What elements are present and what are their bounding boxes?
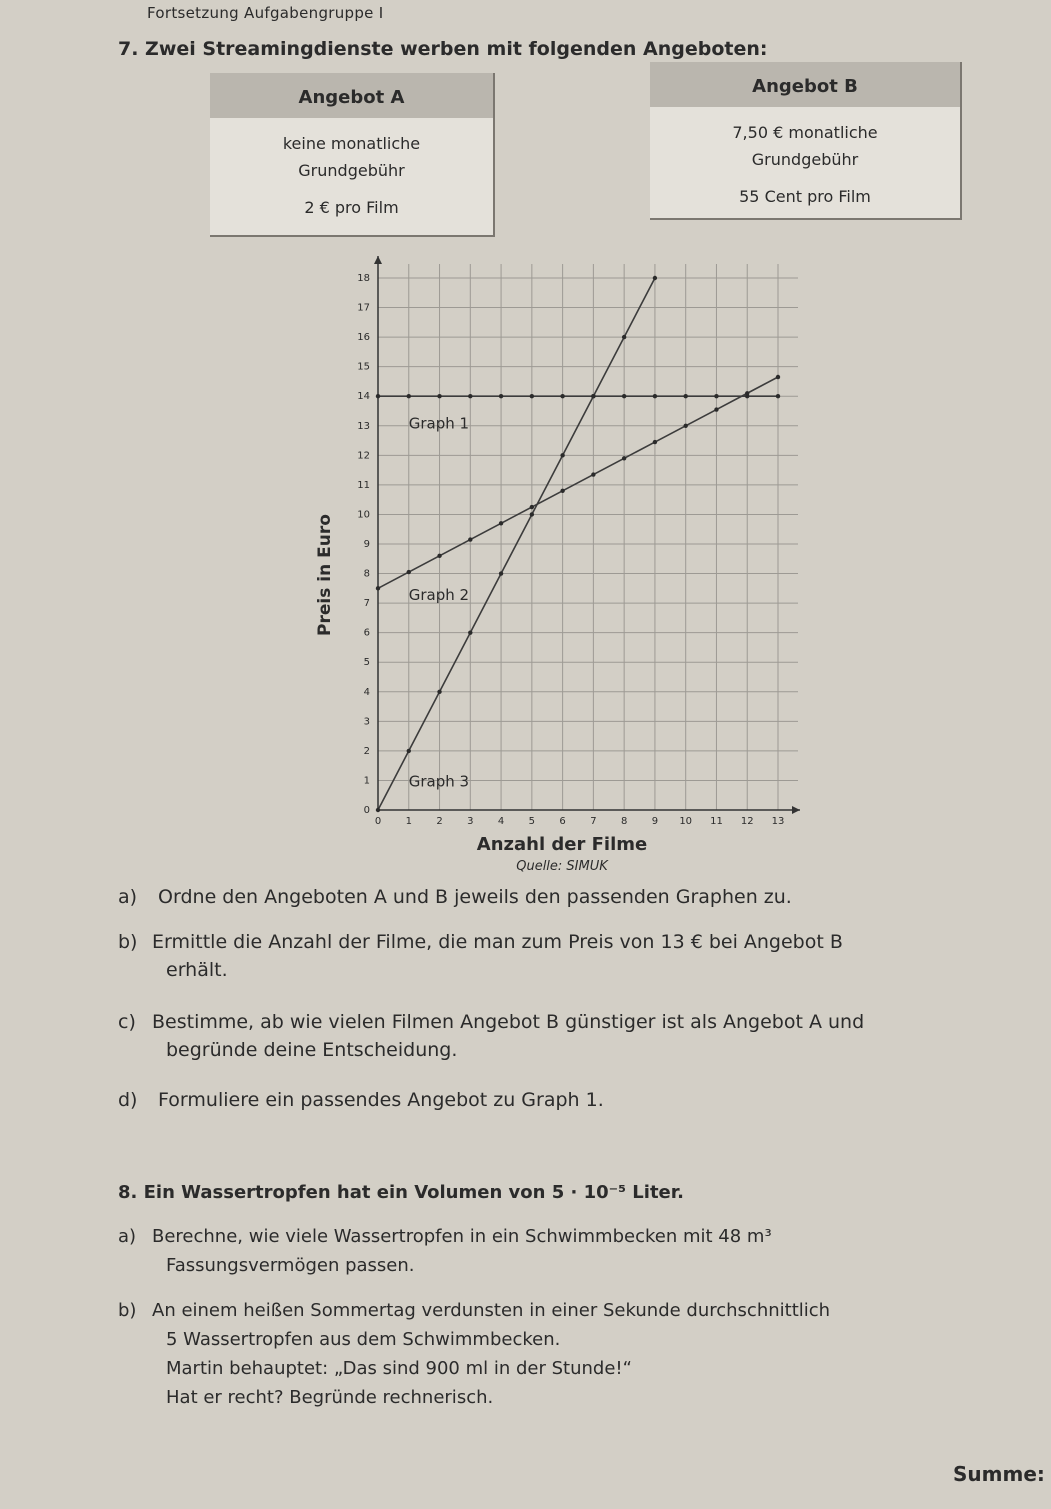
x-tick-label-5: 5 [528, 816, 536, 827]
data-point-series3-0 [376, 808, 380, 812]
data-point-series2-2 [437, 554, 441, 558]
data-point-series2-12 [745, 391, 749, 395]
data-point-series2-7 [591, 472, 595, 476]
data-point-series2-5 [530, 505, 534, 509]
x-tick-label-2: 2 [436, 816, 443, 827]
task-b-text2: erhält. [166, 959, 228, 981]
task-b-text1: Ermittle die Anzahl der Filme, die man zum Preis von 13 € bei Angebot B [152, 931, 843, 953]
data-point-series2-3 [468, 537, 472, 541]
data-point-series3-5 [530, 512, 534, 516]
data-point-series1-6 [560, 394, 564, 398]
y-tick-label-13: 13 [357, 420, 370, 432]
q8-a-label: a) [118, 1226, 137, 1247]
data-point-series1-8 [622, 394, 626, 398]
data-point-series2-11 [714, 407, 718, 411]
task-a-label: a) [118, 886, 138, 908]
y-tick-label-4: 4 [363, 686, 370, 698]
q8-b-text2: 5 Wassertropfen aus dem Schwimmbecken. [166, 1329, 561, 1350]
offer-a-line3: 2 € pro Film [304, 198, 399, 217]
data-point-series3-2 [437, 690, 441, 694]
data-point-series3-6 [560, 453, 564, 457]
y-tick-label-16: 16 [357, 332, 370, 344]
y-tick-label-0: 0 [363, 805, 370, 816]
q8-task-a [118, 1222, 772, 1280]
y-tick-label-8: 8 [363, 568, 370, 580]
data-point-series1-13 [776, 394, 780, 398]
y-tick-label-6: 6 [363, 627, 370, 639]
task-a [118, 883, 792, 911]
annotation-graph-3: Graph 3 [408, 772, 470, 791]
x-tick-label-1: 1 [405, 816, 412, 827]
price-chart [300, 240, 820, 880]
y-tick-label-7: 7 [363, 598, 370, 610]
q8-task-b [118, 1296, 830, 1412]
x-tick-label-9: 9 [651, 816, 659, 827]
data-point-series2-6 [560, 489, 564, 493]
y-tick-label-3: 3 [363, 716, 370, 728]
offer-b-title: Angebot B [650, 62, 960, 107]
data-point-series1-2 [437, 394, 441, 398]
chart-source: Quelle: SIMUK [516, 859, 608, 874]
x-tick-label-13: 13 [771, 816, 785, 827]
offer-b-line3: 55 Cent pro Film [739, 187, 871, 206]
data-point-series1-4 [499, 394, 503, 398]
task-c [118, 1008, 864, 1064]
data-point-series2-8 [622, 456, 626, 460]
y-tick-label-2: 2 [363, 745, 370, 757]
task-d [118, 1086, 604, 1114]
data-point-series2-0 [376, 586, 380, 590]
task-c-text2: begründe deine Entscheidung. [166, 1039, 458, 1061]
data-point-series3-8 [622, 335, 626, 339]
q8-b-text3: Martin behauptet: „Das sind 900 ml in der Stunde!“ [166, 1358, 632, 1379]
x-tick-label-10: 10 [679, 816, 693, 827]
data-point-series3-1 [407, 749, 411, 753]
y-axis-arrow [374, 256, 382, 264]
summe-label: Summe: [953, 1462, 1045, 1486]
chart-ticks [357, 273, 784, 827]
task-b [118, 928, 843, 984]
y-tick-label-15: 15 [357, 361, 370, 373]
y-tick-label-11: 11 [357, 479, 370, 491]
q8-b-text1: An einem heißen Sommertag verdunsten in einer Sekunde durchschnittlich [152, 1300, 831, 1321]
x-tick-label-7: 7 [590, 816, 597, 827]
q8-a-text1: Berechne, wie viele Wassertropfen in ein Schwimmbecken mit 48 m³ [152, 1226, 772, 1247]
x-tick-label-6: 6 [559, 816, 566, 827]
data-point-series1-1 [407, 394, 411, 398]
x-tick-label-11: 11 [710, 816, 723, 827]
x-axis-arrow [792, 806, 800, 814]
data-point-series2-10 [683, 424, 687, 428]
data-point-series2-4 [499, 521, 503, 525]
offer-a-line1: keine monatliche [282, 134, 421, 153]
task-d-label: d) [118, 1089, 138, 1111]
page-header: Fortsetzung Aufgabengruppe I [147, 4, 384, 22]
y-tick-label-12: 12 [357, 450, 370, 462]
x-tick-label-4: 4 [497, 816, 505, 827]
task-c-text1: Bestimme, ab wie vielen Filmen Angebot B günstiger ist als Angebot A und [152, 1011, 865, 1033]
data-point-series3-3 [468, 630, 472, 634]
data-point-series3-7 [591, 394, 595, 398]
x-tick-label-8: 8 [620, 816, 628, 827]
chart-grid [378, 264, 798, 810]
data-point-series1-0 [376, 394, 380, 398]
q8-a-text2: Fassungsvermögen passen. [166, 1255, 415, 1276]
annotation-graph-1: Graph 1 [408, 414, 470, 433]
y-tick-label-17: 17 [357, 302, 370, 314]
task-a-text: Ordne den Angeboten A und B jeweils den passenden Graphen zu. [158, 886, 792, 908]
data-point-series2-9 [653, 440, 657, 444]
offer-b-box [650, 62, 962, 220]
offer-b-line1: 7,50 € monatliche [732, 123, 878, 142]
x-tick-label-0: 0 [374, 816, 382, 827]
task-d-text: Formuliere ein passendes Angebot zu Graph 1. [158, 1089, 604, 1111]
data-point-series2-1 [407, 570, 411, 574]
y-tick-label-1: 1 [363, 775, 370, 787]
x-tick-label-12: 12 [740, 816, 754, 827]
offer-a-line2: Grundgebühr [298, 161, 405, 180]
data-point-series1-9 [653, 394, 657, 398]
x-axis-label: Anzahl der Filme [476, 834, 648, 855]
y-tick-label-10: 10 [357, 509, 370, 521]
data-point-series1-5 [530, 394, 534, 398]
y-tick-label-18: 18 [357, 273, 370, 284]
y-tick-label-14: 14 [357, 391, 370, 403]
x-tick-label-3: 3 [467, 816, 474, 827]
chart-axes [374, 256, 800, 814]
data-point-series3-4 [499, 571, 503, 575]
data-point-series1-3 [468, 394, 472, 398]
task-b-label: b) [118, 931, 138, 953]
y-tick-label-5: 5 [363, 657, 370, 669]
q8-b-label: b) [118, 1300, 137, 1321]
q8-b-text4: Hat er recht? Begründe rechnerisch. [166, 1387, 494, 1408]
task-c-label: c) [118, 1011, 136, 1033]
y-axis-label: Preis in Euro [315, 514, 335, 636]
offer-a-box [210, 73, 495, 237]
data-point-series1-10 [683, 394, 687, 398]
question-8-title: 8. Ein Wassertropfen hat ein Volumen von 5 · 10⁻⁵ Liter. [118, 1182, 684, 1203]
annotation-graph-2: Graph 2 [408, 586, 470, 605]
y-tick-label-9: 9 [363, 539, 370, 550]
data-point-series2-13 [776, 375, 780, 379]
data-point-series1-11 [714, 394, 718, 398]
offer-a-title: Angebot A [210, 73, 493, 118]
question-7-title: 7. Zwei Streamingdienste werben mit folgenden Angeboten: [118, 38, 768, 60]
data-point-series3-9 [653, 276, 657, 280]
offer-b-line2: Grundgebühr [751, 150, 859, 169]
